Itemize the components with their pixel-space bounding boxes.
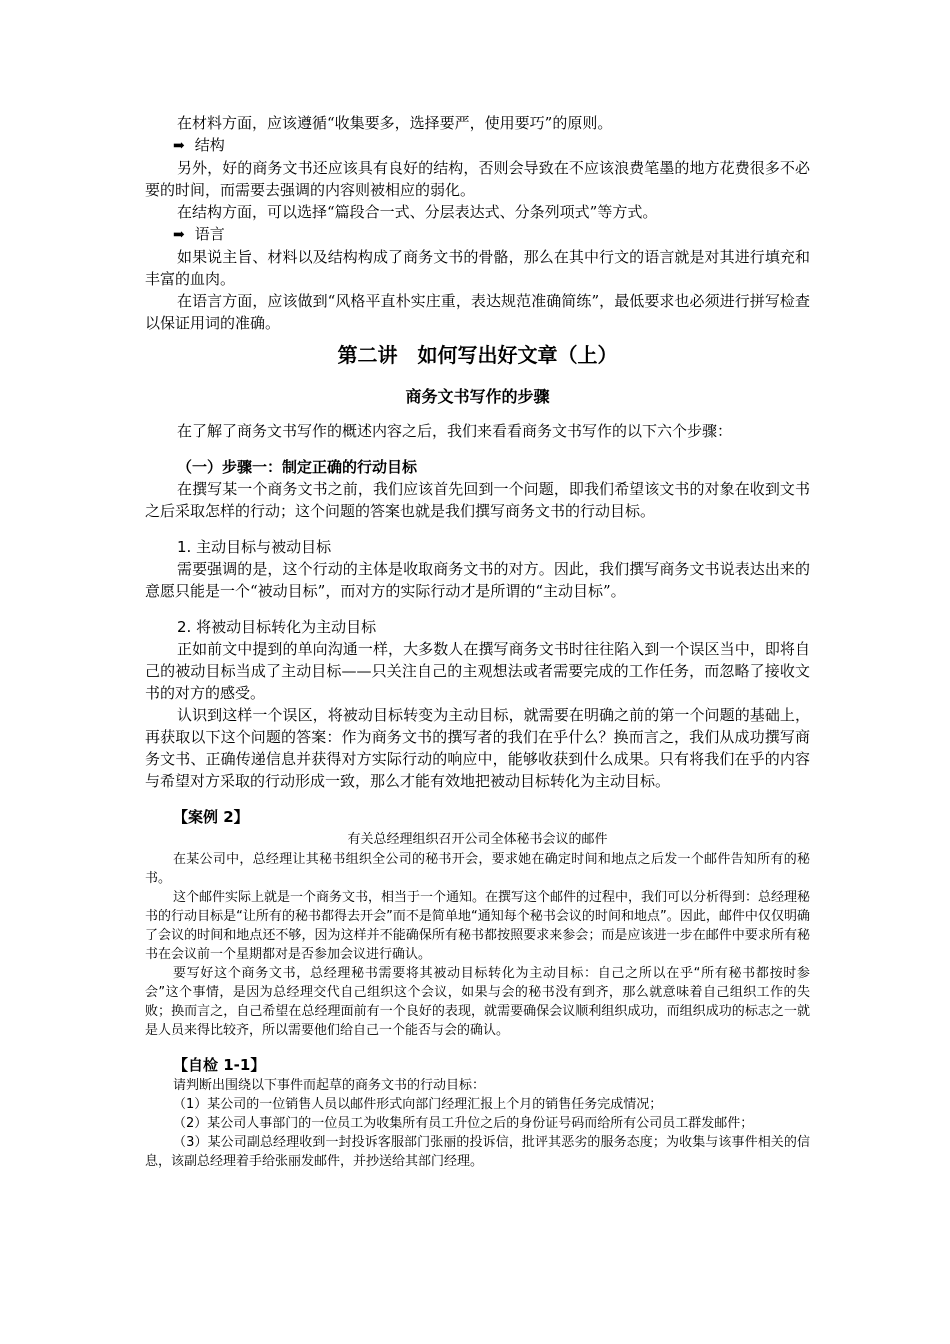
sub1-paragraph: 需要强调的是，这个行动的主体是收取商务文书的对方。因此，我们撰写商务文书说表达出来的意愿只能是一个“被动目标”，而对方的实际行动才是所谓的“主动目标”。: [145, 560, 810, 600]
lecture-subtitle: 商务文书写作的步骤: [405, 387, 550, 406]
case-paragraph-2: 这个邮件实际上就是一个商务文书，相当于一个通知。在撰写这个邮件的过程中，我们可以分析得到：总经理秘书的行动目标是“让所有的秘书都得去开会”而不是简单地“通知每个秘书会议的时间和地点”。因此，邮件中仅仅明确了会议的时间和地点还不够，因为这样并不能确保所有秘书都按照要求来参会；而是应该进一步在邮件中要求所有秘书在会议前一个星期都对是否参加会议进行确认。: [145, 890, 811, 962]
language-label: 语言: [194, 225, 225, 243]
step1-heading: （一）步骤一：制定正确的行动目标: [177, 458, 418, 476]
selfcheck-label: 【自检 1-1】: [173, 1056, 266, 1074]
sub2-paragraph-2: 认识到这样一个误区，将被动目标转变为主动目标，就需要在明确之前的第一个问题的基础上，再获取以下这个问题的答案：作为商务文书的撰写者的我们在乎什么？换而言之，我们从成功撰写商务文书、正确传递信息并获得对方实际行动的响应中，能够收获到什么成果。只有将我们在乎的内容与希望对方采取的行动形成一致，那么才能有效地把被动目标转化为主动目标。: [145, 706, 810, 790]
language-paragraph-2: 在语言方面，应该做到“风格平直朴实庄重，表达规范准确简练”，最低要求也必须进行拼写检查以保证用词的准确。: [145, 292, 810, 332]
arrow-right-icon: ➡: [173, 227, 185, 243]
lecture-title: 第二讲 如何写出好文章（上）: [337, 343, 618, 367]
selfcheck-item: （3）某公司副总经理收到一封投诉客服部门张丽的投诉信，批评其恶劣的服务态度；为收集与该事件相关的信息，该副总经理着手给张丽发邮件，并抄送给其部门经理。: [145, 1135, 810, 1169]
structure-paragraph-2: 在结构方面，可以选择“篇段合一式、分层表达式、分条列项式”等方式。: [177, 203, 658, 221]
language-paragraph-1: 如果说主旨、材料以及结构构成了商务文书的骨骼，那么在其中行文的语言就是对其进行填充和丰富的血肉。: [145, 248, 810, 288]
sub2-heading: 2. 将被动目标转化为主动目标: [177, 618, 377, 636]
document-page: [145, 112, 810, 1171]
structure-paragraph-1: 另外，好的商务文书还应该具有良好的结构，否则会导致在不应该浪费笔墨的地方花费很多不必要的时间，而需要去强调的内容则被相应的弱化。: [145, 159, 810, 199]
selfcheck-item: （1）某公司的一位销售人员以邮件形式向部门经理汇报上个月的销售任务完成情况；: [173, 1097, 663, 1112]
language-bullet: [145, 223, 810, 246]
arrow-right-icon: ➡: [173, 138, 185, 154]
structure-label: 结构: [194, 136, 225, 154]
selfcheck-prompt: 请判断出围绕以下事件而起草的商务文书的行动目标：: [173, 1078, 486, 1093]
case-title: 有关总经理组织召开公司全体秘书会议的邮件: [347, 832, 608, 847]
structure-bullet: [145, 134, 810, 157]
material-paragraph: 在材料方面，应该遵循“收集要多，选择要严，使用要巧”的原则。: [177, 114, 613, 132]
lecture-lead: 在了解了商务文书写作的概述内容之后，我们来看看商务文书写作的以下六个步骤：: [177, 422, 733, 440]
case-paragraph-3: 要写好这个商务文书，总经理秘书需要将其被动目标转化为主动目标：自己之所以在乎“所有秘书都按时参会”这个事情，是因为总经理交代自己组织这个会议，如果与会的秘书没有到齐，那么就意味着自己组织工作的失败；换而言之，自己希望在总经理面前有一个良好的表现，就需要确保会议顺利组织成功，而组织成功的标志之一就是人员来得比较齐，所以需要他们给自己一个能否与会的确认。: [145, 966, 810, 1038]
step1-paragraph: 在撰写某一个商务文书之前，我们应该首先回到一个问题，即我们希望该文书的对象在收到文书之后采取怎样的行动；这个问题的答案也就是我们撰写商务文书的行动目标。: [145, 480, 810, 520]
case-paragraph-1: 在某公司中，总经理让其秘书组织全公司的秘书开会，要求她在确定时间和地点之后发一个邮件告知所有的秘书。: [145, 852, 810, 886]
selfcheck-item: （2）某公司人事部门的一位员工为收集所有员工升位之后的身份证号码而给所有公司员工群发邮件；: [173, 1116, 754, 1131]
case-label: 【案例 2】: [173, 808, 249, 826]
sub1-heading: 1. 主动目标与被动目标: [177, 538, 332, 556]
sub2-paragraph-1: 正如前文中提到的单向沟通一样，大多数人在撰写商务文书时往往陷入到一个误区当中，即将自己的被动目标当成了主动目标——只关注自己的主观想法或者需要完成的工作任务，而忽略了接收文书的对方的感受。: [145, 640, 810, 702]
